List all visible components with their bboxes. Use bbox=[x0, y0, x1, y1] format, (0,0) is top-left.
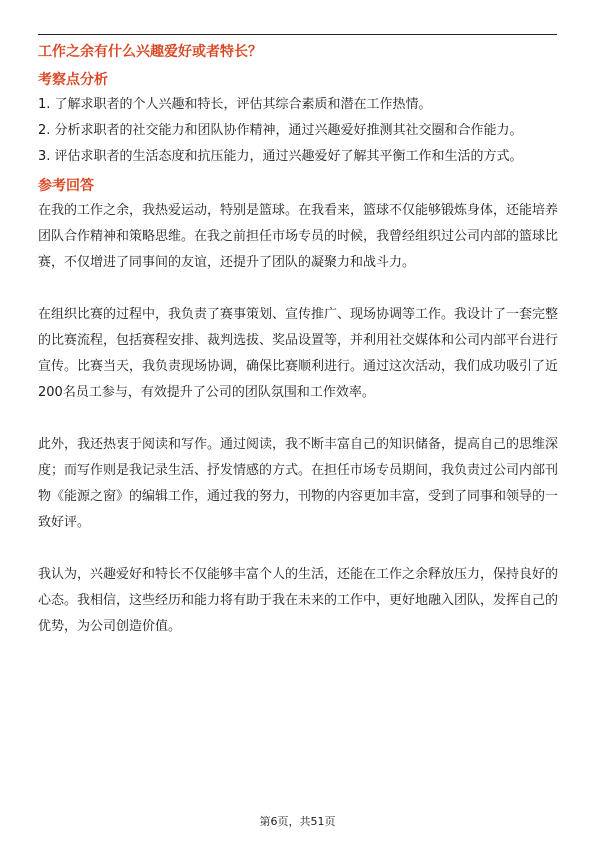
analysis-point: 3. 评估求职者的生活态度和抗压能力，通过兴趣爱好了解其平衡工作和生活的方式。 bbox=[38, 149, 523, 164]
analysis-list bbox=[38, 92, 558, 170]
paragraph-spacer bbox=[38, 406, 558, 432]
page-content bbox=[38, 42, 558, 640]
paragraph-spacer bbox=[38, 536, 558, 562]
question-title: 工作之余有什么兴趣爱好或者特长？ bbox=[38, 44, 262, 60]
answer-body bbox=[38, 198, 558, 640]
analysis-point: 2. 分析求职者的社交能力和团队协作精神，通过兴趣爱好推测其社交圈和合作能力。 bbox=[38, 123, 523, 138]
answer-paragraph: 此外，我还热衷于阅读和写作。通过阅读，我不断丰富自己的知识储备，提高自己的思维深度；而写作则是我记录生活、抒发情感的方式。在担任市场专员期间，我负责过公司内部刊物《能源之窗》的编辑工作，通过我的努力，刊物的内容更加丰富，受到了同事和领导的一致好评。 bbox=[38, 437, 559, 530]
answer-title: 参考回答 bbox=[38, 178, 94, 194]
header-rule bbox=[38, 34, 557, 35]
page-number: 第6页，共51页 bbox=[259, 815, 336, 828]
analysis-point: 1. 了解求职者的个人兴趣和特长，评估其综合素质和潜在工作热情。 bbox=[38, 97, 432, 112]
answer-paragraph: 我认为，兴趣爱好和特长不仅能够丰富个人的生活，还能在工作之余释放压力，保持良好的心态。我相信，这些经历和能力将有助于我在未来的工作中，更好地融入团队，发挥自己的优势，为公司创造价值。 bbox=[38, 567, 559, 634]
answer-paragraph: 在我的工作之余，我热爱运动，特别是篮球。在我看来，篮球不仅能够锻炼身体，还能培养团队合作精神和策略思维。在我之前担任市场专员的时候，我曾经组织过公司内部的篮球比赛，不仅增进了同事间的友谊，还提升了团队的凝聚力和战斗力。 bbox=[38, 203, 559, 270]
analysis-title: 考察点分析 bbox=[38, 72, 108, 88]
paragraph-spacer bbox=[38, 276, 558, 302]
answer-paragraph: 在组织比赛的过程中，我负责了赛事策划、宣传推广、现场协调等工作。我设计了一套完整的比赛流程，包括赛程安排、裁判选拔、奖品设置等，并利用社交媒体和公司内部平台进行宣传。比赛当天，我负责现场协调，确保比赛顺利进行。通过这次活动，我们成功吸引了近200名员工参与，有效提升了公司的团队氛围和工作效率。 bbox=[38, 307, 559, 400]
